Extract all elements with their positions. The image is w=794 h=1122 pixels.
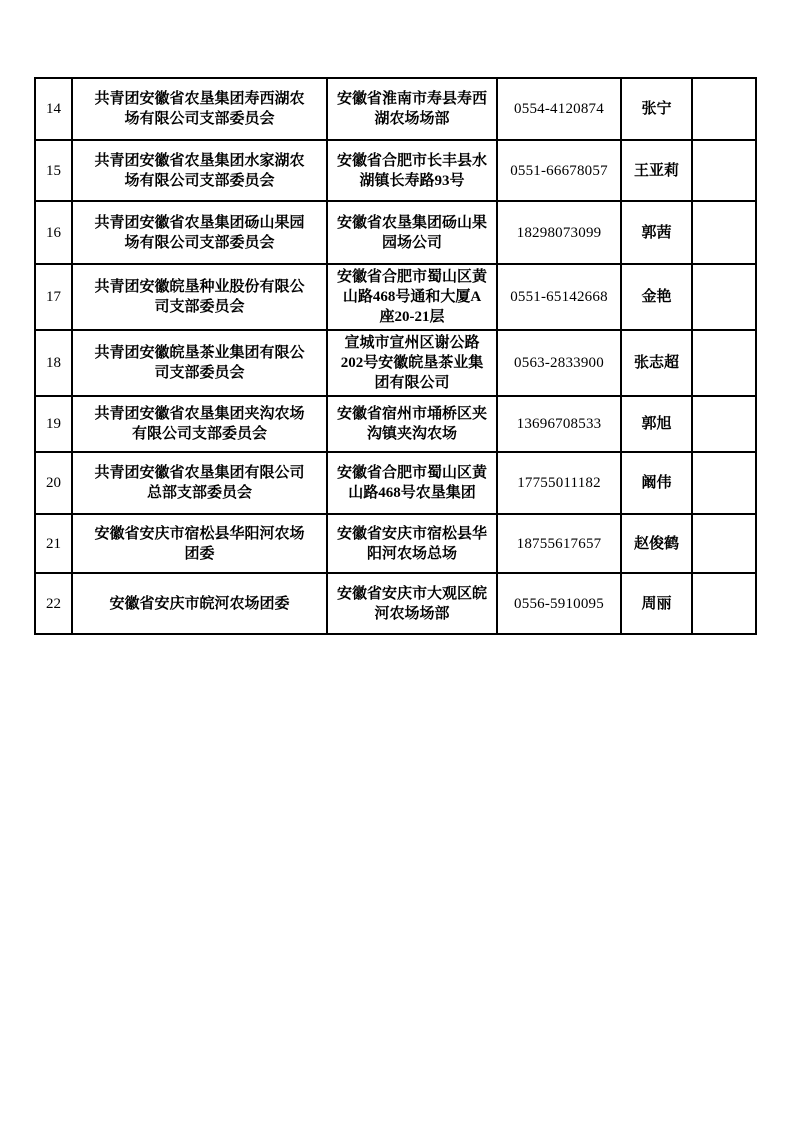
cell-organization: 共青团安徽皖垦茶业集团有限公司支部委员会: [72, 330, 327, 396]
cell-organization: 共青团安徽省农垦集团水家湖农场有限公司支部委员会: [72, 140, 327, 201]
cell-phone: 0563-2833900: [497, 330, 621, 396]
table-row: [35, 514, 756, 573]
table-row: [35, 330, 756, 396]
cell-contact: 金艳: [621, 264, 692, 330]
cell-row-number: 18: [35, 330, 72, 396]
cell-phone: 0554-4120874: [497, 78, 621, 140]
cell-address: 安徽省安庆市大观区皖河农场场部: [327, 573, 497, 634]
cell-phone: 13696708533: [497, 396, 621, 452]
cell-contact: 王亚莉: [621, 140, 692, 201]
table-body: [35, 78, 756, 634]
cell-empty: [692, 573, 756, 634]
table-row: [35, 452, 756, 514]
cell-contact: 阚伟: [621, 452, 692, 514]
cell-row-number: 15: [35, 140, 72, 201]
cell-row-number: 19: [35, 396, 72, 452]
cell-empty: [692, 201, 756, 264]
cell-address: 安徽省农垦集团砀山果园场公司: [327, 201, 497, 264]
cell-organization: 共青团安徽省农垦集团有限公司总部支部委员会: [72, 452, 327, 514]
cell-row-number: 17: [35, 264, 72, 330]
cell-organization: 共青团安徽省农垦集团砀山果园场有限公司支部委员会: [72, 201, 327, 264]
table-row: [35, 264, 756, 330]
cell-address: 宣城市宣州区谢公路202号安徽皖垦茶业集团有限公司: [327, 330, 497, 396]
cell-organization: 共青团安徽皖垦种业股份有限公司支部委员会: [72, 264, 327, 330]
cell-contact: 郭旭: [621, 396, 692, 452]
cell-row-number: 14: [35, 78, 72, 140]
cell-phone: 18298073099: [497, 201, 621, 264]
cell-phone: 17755011182: [497, 452, 621, 514]
cell-empty: [692, 140, 756, 201]
cell-organization: 共青团安徽省农垦集团寿西湖农场有限公司支部委员会: [72, 78, 327, 140]
table-row: [35, 573, 756, 634]
cell-empty: [692, 514, 756, 573]
cell-phone: 0551-65142668: [497, 264, 621, 330]
cell-row-number: 16: [35, 201, 72, 264]
cell-address: 安徽省宿州市埇桥区夹沟镇夹沟农场: [327, 396, 497, 452]
cell-row-number: 22: [35, 573, 72, 634]
cell-organization: 安徽省安庆市宿松县华阳河农场团委: [72, 514, 327, 573]
table-row: [35, 78, 756, 140]
cell-contact: 赵俊鹤: [621, 514, 692, 573]
cell-address: 安徽省淮南市寿县寿西湖农场场部: [327, 78, 497, 140]
cell-empty: [692, 264, 756, 330]
cell-contact: 郭茜: [621, 201, 692, 264]
table-row: [35, 201, 756, 264]
cell-contact: 张志超: [621, 330, 692, 396]
cell-address: 安徽省合肥市蜀山区黄山路468号通和大厦A座20-21层: [327, 264, 497, 330]
cell-address: 安徽省合肥市蜀山区黄山路468号农垦集团: [327, 452, 497, 514]
cell-organization: 共青团安徽省农垦集团夹沟农场有限公司支部委员会: [72, 396, 327, 452]
cell-phone: 18755617657: [497, 514, 621, 573]
cell-row-number: 21: [35, 514, 72, 573]
table-row: [35, 140, 756, 201]
roster-table: [34, 77, 757, 635]
cell-organization: 安徽省安庆市皖河农场团委: [72, 573, 327, 634]
cell-address: 安徽省合肥市长丰县水湖镇长寿路93号: [327, 140, 497, 201]
cell-empty: [692, 452, 756, 514]
cell-empty: [692, 396, 756, 452]
cell-phone: 0556-5910095: [497, 573, 621, 634]
cell-contact: 周丽: [621, 573, 692, 634]
cell-row-number: 20: [35, 452, 72, 514]
table-row: [35, 396, 756, 452]
cell-address: 安徽省安庆市宿松县华阳河农场总场: [327, 514, 497, 573]
cell-empty: [692, 330, 756, 396]
cell-contact: 张宁: [621, 78, 692, 140]
cell-empty: [692, 78, 756, 140]
cell-phone: 0551-66678057: [497, 140, 621, 201]
